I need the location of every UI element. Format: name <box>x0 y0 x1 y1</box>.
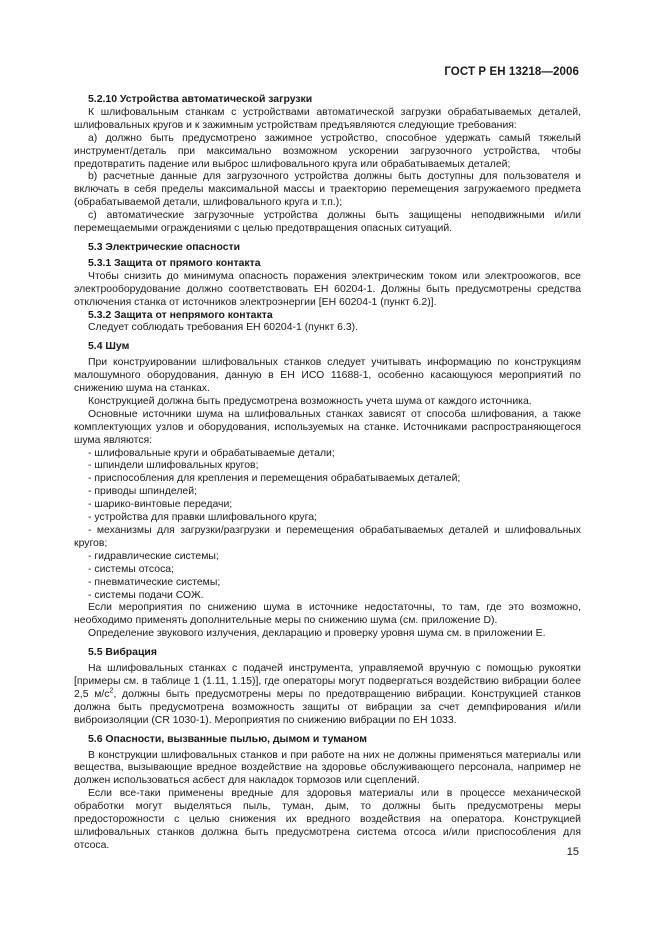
paragraph: При конструировании шлифовальных станков следует учитывать информацию по конструкциям малошумного оборудования, данную в ЕН ИСО 11688-1, особенно касающуюся мероприятий по снижению шума на станках. <box>74 357 581 395</box>
paragraph: Следует соблюдать требования ЕН 60204-1 (пункт 6.3). <box>88 322 359 334</box>
text-run: На шлифовальных станках с подачей инструмента, управляемой вручную с помощью рукоятки [примеры см. в таблице 1 (1.11, 1.15)], где операторы могут подвергаться воздействию вибрации более 2,5 м/с <box>74 663 581 700</box>
list-item: - системы подачи СОЖ. <box>88 589 204 601</box>
section-5-3-title: 5.3 Электрические опасности <box>88 241 241 253</box>
page-body <box>74 94 581 853</box>
list-item-a: a) должно быть предусмотрено зажимное устройство, способное удержать самый тяжелый инструмент/деталь при максимально возможном ускорении загрузочного устройства, чтобы предотвратить падение или выброс шлифовального круга или обрабатываемых деталей; <box>74 132 581 170</box>
list-item: - приспособления для крепления и перемещения обрабатываемых деталей; <box>88 473 461 485</box>
list-item: - пневматические системы; <box>88 576 221 588</box>
text-run: , должны быть предусмотрены меры по предотвращению вибрации. Конструкцией станков должна быть предусмотрена возможность защиты от вибрации за счет демпфирования и/или виброизоляции (CR 1030-1). Мероприятия по снижению вибрации по ЕН 1033. <box>74 688 581 726</box>
paragraph: Основные источники шума на шлифовальных станках зависят от способа шлифования, а также комплектующих узлов и оборудования, используемых на станке. Источниками распространяющегося шума являются: <box>74 408 581 446</box>
list-item: - шлифовальные круги и обрабатываемые детали; <box>88 447 335 459</box>
document-header-id: ГОСТ Р ЕН 13218—2006 <box>444 66 579 78</box>
list-item-b: b) расчетные данные для загрузочного устройства должны быть доступны для пользователя и включать в себя пределы максимальной массы и траекторию перемещения загружаемого предмета (обрабатываемой детали, шлифовального круга и т.п.); <box>74 171 581 209</box>
paragraph: Конструкцией должна быть предусмотрена возможность учета шума от каждого источника. <box>88 395 532 407</box>
paragraph-vibration <box>74 663 581 728</box>
list-item: - устройства для правки шлифовального круга; <box>88 512 317 524</box>
paragraph: К шлифовальным станкам с устройствами автоматической загрузки обрабатываемых деталей, шлифовальных кругов и к зажимным устройствам предъявляются следующие требования: <box>74 106 581 131</box>
section-5-5-title: 5.5 Вибрация <box>88 647 157 659</box>
paragraph: Если мероприятия по снижению шума в источнике недостаточны, то там, где это возможно, необходимо применять дополнительные меры по снижению шума (см. приложение D). <box>74 602 581 627</box>
paragraph: В конструкции шлифовальных станков и при работе на них не должны применяться материалы или вещества, вызывающие вредное воздействие на здоровье обслуживающего персонала, например не должен использоваться асбест для накладок тормозов или сцеплений. <box>74 749 581 787</box>
page-number: 15 <box>566 846 579 858</box>
section-5-6-title: 5.6 Опасности, вызванные пылью, дымом и туманом <box>88 733 367 745</box>
list-item: - шарико-винтовые передачи; <box>88 499 233 511</box>
section-5-4-title: 5.4 Шум <box>88 341 130 353</box>
list-item: - системы отсоса; <box>88 563 174 575</box>
list-item: - механизмы для загрузки/разгрузки и перемещения обрабатываемых деталей и шлифовальных кругов; <box>74 525 581 549</box>
list-item: - гидравлические системы; <box>88 550 219 562</box>
section-5-2-10-title: 5.2.10 Устройства автоматической загрузки <box>88 94 313 105</box>
list-item: - шпиндели шлифовальных кругов; <box>88 460 259 472</box>
paragraph: Определение звукового излучения, декларацию и проверку уровня шума см. в приложении Е. <box>88 628 546 640</box>
section-5-3-2-title: 5.3.2 Защита от непрямого контакта <box>88 309 273 321</box>
paragraph: Чтобы снизить до минимума опасность поражения электрическим током или электроожогов, все электрооборудование должно соответствовать ЕН 60204-1. Должны быть предусмотрены средства отключения станка от источников электроэнергии [ЕН 60204-1 (пункт 6.2)]. <box>74 270 581 308</box>
paragraph: Если все-таки применены вредные для здоровья материалы или в процессе механической обработки могут выделяться пыль, туман, дым, то должны быть предусмотрены меры предосторожности с целью снижения их вредного воздействия на оператора. Конструкцией шлифовальных станков должна быть предусмотрена система отсоса и/или приспособления для отсоса. <box>74 788 581 851</box>
section-5-3-1-title: 5.3.1 Защита от прямого контакта <box>88 257 261 269</box>
superscript: 2 <box>109 687 114 695</box>
list-item: - приводы шпинделей; <box>88 486 197 498</box>
list-item-c: c) автоматические загрузочные устройства должны быть защищены неподвижными и/или перемещаемыми ограждениями с целью предотвращения опасных ситуаций. <box>74 210 581 235</box>
